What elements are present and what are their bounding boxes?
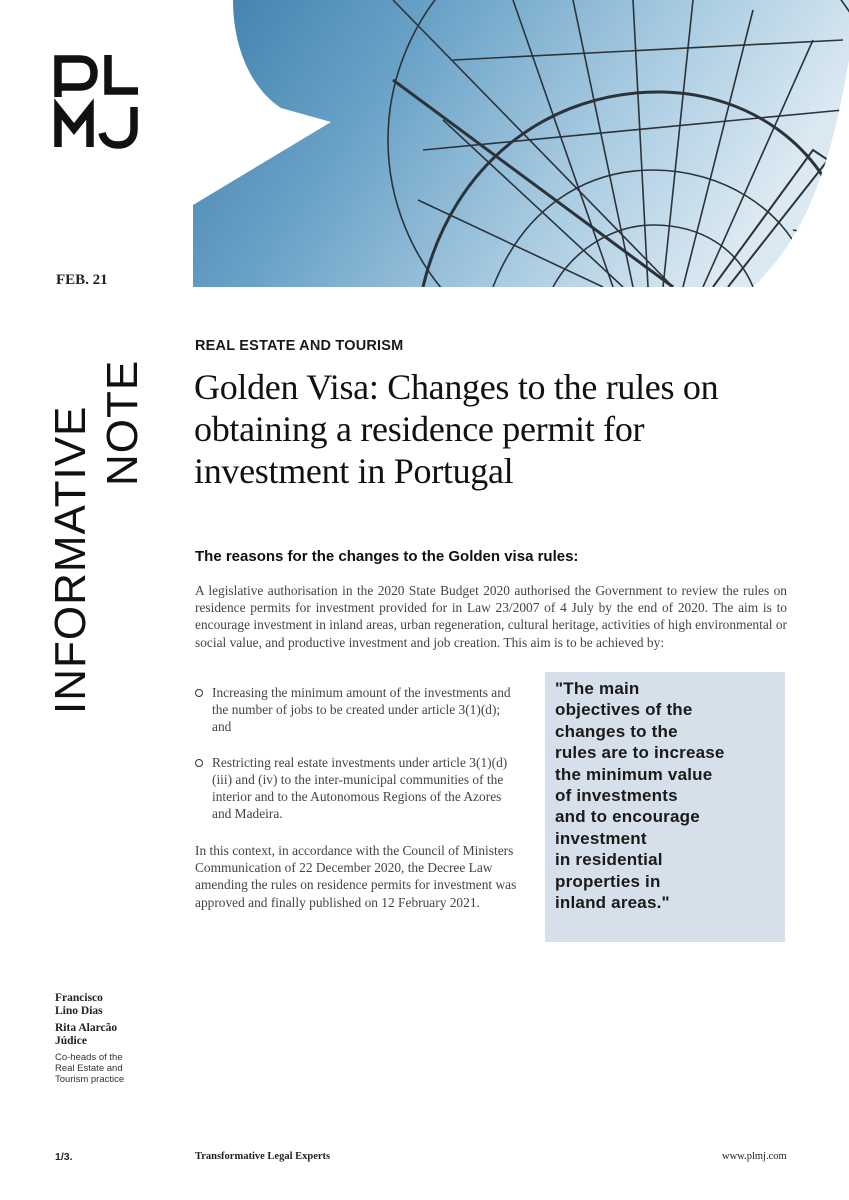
list-item xyxy=(195,754,517,823)
list-item xyxy=(195,684,517,736)
circle-bullet-icon xyxy=(195,759,203,767)
context-paragraph: In this context, in accordance with the Council of Ministers Communication of 22 December 2020, the Decree Law amending the rules on residence permits for investment was approved and finally published on 12 February 2021. xyxy=(195,843,517,910)
pull-quote-text: "The main objectives of the changes to the rules are to increase the minimum value of investments and to encourage investment in residential properties in inland areas." xyxy=(555,679,725,913)
bullet-list xyxy=(195,684,517,840)
intro-paragraph: A legislative authorisation in the 2020 State Budget 2020 authorised the Government to review the rules on residence permits for investment provided for in Law 23/2007 of 4 July by the end of 2020. The aim is to encourage investment in inland areas, urban regeneration, cultural heritage, activities of high environmental or social value, and productive investment and job creation. This aim is to be achieved by: xyxy=(195,583,787,650)
doc-type-label-informative: INFORMATIVE xyxy=(46,405,95,714)
article-title: Golden Visa: Changes to the rules on obtaining a residence permit for investment in Portugal xyxy=(194,367,719,491)
list-item-text: Increasing the minimum amount of the investments and the number of jobs to be created under article 3(1)(d); and xyxy=(212,685,511,735)
author-name: Rita Alarcão Júdice xyxy=(55,1022,118,1047)
section-heading: The reasons for the changes to the Golden visa rules: xyxy=(195,548,579,565)
author-name: Francisco Lino Dias xyxy=(55,992,103,1017)
hero-image xyxy=(193,0,849,287)
authors-block xyxy=(55,992,155,1085)
plmj-logo xyxy=(54,53,144,149)
page-number: 1/3. xyxy=(55,1151,73,1163)
pull-quote-box xyxy=(545,672,785,942)
plmj-logo-mark xyxy=(54,53,144,149)
website-link[interactable]: www.plmj.com xyxy=(722,1151,787,1162)
doc-type-label-note: NOTE xyxy=(98,359,147,486)
circle-bullet-icon xyxy=(195,689,203,697)
issue-date: FEB. 21 xyxy=(56,272,108,288)
footer-tagline: Transformative Legal Experts xyxy=(195,1151,331,1162)
authors-role: Co-heads of the Real Estate and Tourism practice xyxy=(55,1052,125,1085)
practice-area-kicker: REAL ESTATE AND TOURISM xyxy=(195,338,404,354)
satellite-dish-image xyxy=(193,0,849,287)
list-item-text: Restricting real estate investments under article 3(1)(d)(iii) and (iv) to the inter-municipal communities of the interior and to the Autonomous Regions of the Azores and Madeira. xyxy=(212,754,508,822)
